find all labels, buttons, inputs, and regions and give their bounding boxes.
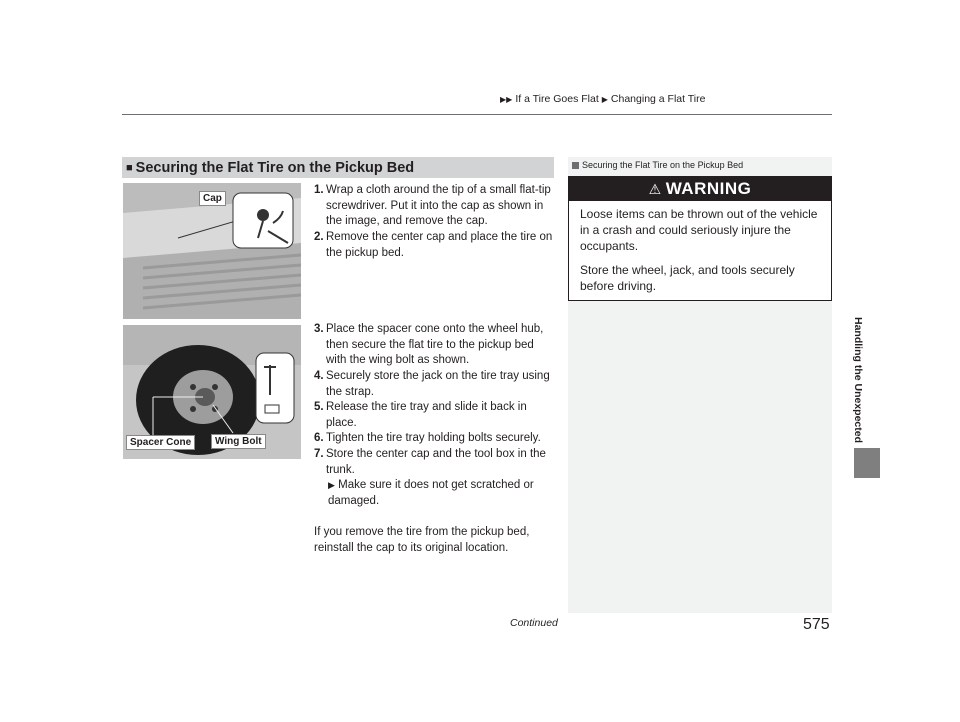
note-marker-icon bbox=[572, 162, 579, 169]
step-7 bbox=[314, 447, 554, 478]
step-text: Release the tire tray and slide it back in place. bbox=[326, 401, 527, 429]
step-text: Remove the center cap and place the tire on the pickup bed. bbox=[326, 231, 553, 259]
label-cap: Cap bbox=[199, 191, 226, 206]
continued-label: Continued bbox=[510, 617, 558, 629]
figure-cap-removal bbox=[123, 183, 301, 319]
breadcrumb-item-flat-tire[interactable]: If a Tire Goes Flat bbox=[515, 93, 599, 105]
step-number: 5. bbox=[314, 401, 324, 413]
warning-text-1: Loose items can be thrown out of the vehicle in a crash and could seriously injure the occupants. bbox=[580, 207, 818, 253]
step-5 bbox=[314, 400, 554, 431]
step-text: Tighten the tire tray holding bolts securely. bbox=[326, 432, 541, 444]
label-spacer-cone: Spacer Cone bbox=[126, 435, 195, 450]
warning-banner bbox=[569, 177, 831, 201]
chapter-tab[interactable]: Handling the Unexpected bbox=[852, 316, 864, 443]
breadcrumb-arrow-icon: ▶ bbox=[601, 94, 608, 104]
step-number: 7. bbox=[314, 448, 324, 460]
breadcrumb-arrow-icon: ▶▶ bbox=[500, 94, 513, 104]
page-number: 575 bbox=[803, 616, 830, 633]
section-title: Securing the Flat Tire on the Pickup Bed bbox=[135, 159, 415, 176]
section-square-icon: ■ bbox=[126, 161, 133, 174]
step-1 bbox=[314, 183, 554, 230]
step-text: Securely store the jack on the tire tray using the strap. bbox=[326, 370, 550, 398]
step-4 bbox=[314, 369, 554, 400]
step-text: Place the spacer cone onto the wheel hub, then secure the flat tire to the pickup bed with the wing bolt as shown. bbox=[326, 323, 544, 366]
section-heading bbox=[122, 157, 554, 178]
chapter-tab-marker bbox=[854, 448, 880, 478]
step-text: Store the center cap and the tool box in the trunk. bbox=[326, 448, 546, 476]
label-wing-bolt: Wing Bolt bbox=[211, 434, 266, 449]
step-number: 1. bbox=[314, 184, 324, 196]
warning-triangle-icon: ⚠ bbox=[648, 180, 662, 197]
substep bbox=[328, 478, 554, 509]
step-number: 3. bbox=[314, 323, 324, 335]
warning-title: WARNING bbox=[665, 179, 752, 198]
step-6 bbox=[314, 431, 554, 447]
step-text: Wrap a cloth around the tip of a small flat-tip screwdriver. Put it into the cap as shown in the image, and remove the cap. bbox=[326, 184, 551, 227]
step-number: 2. bbox=[314, 231, 324, 243]
substep-text: Make sure it does not get scratched or damaged. bbox=[328, 479, 534, 507]
closing-paragraph: If you remove the tire from the pickup bed, reinstall the cap to its original location. bbox=[314, 526, 530, 554]
breadcrumb-item-changing[interactable]: Changing a Flat Tire bbox=[610, 93, 706, 105]
step-3 bbox=[314, 322, 554, 369]
substep-arrow-icon: ▶ bbox=[328, 480, 335, 490]
step-2 bbox=[314, 230, 554, 261]
step-number: 4. bbox=[314, 370, 324, 382]
warning-text-2: Store the wheel, jack, and tools securely before driving. bbox=[580, 263, 795, 293]
step-number: 6. bbox=[314, 432, 324, 444]
figure-tire-secured bbox=[123, 325, 301, 459]
breadcrumb bbox=[500, 93, 705, 105]
header-divider bbox=[122, 114, 832, 115]
note-heading bbox=[572, 160, 743, 170]
note-heading-text: Securing the Flat Tire on the Pickup Bed bbox=[582, 160, 744, 170]
